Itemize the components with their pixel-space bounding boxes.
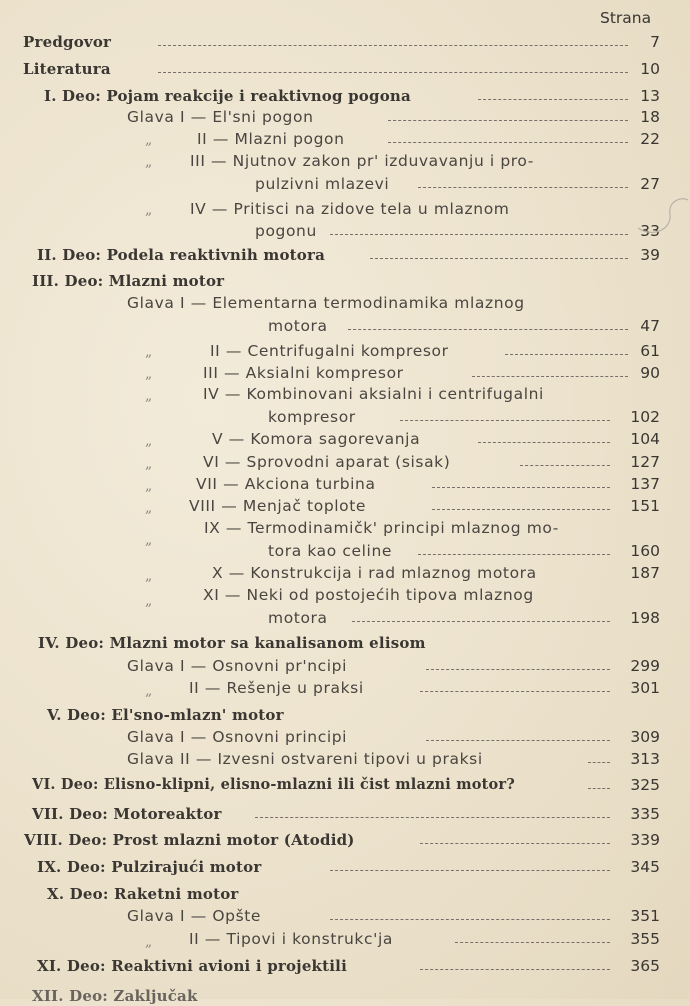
entry-page: 313 (630, 750, 660, 768)
leader-dots (588, 762, 610, 763)
entry-page: 61 (640, 342, 660, 360)
entry-label: kompresor (268, 408, 356, 426)
entry-label: X — Konstrukcija i rad mlaznog motora (212, 564, 537, 582)
leader-dots (426, 669, 610, 670)
leader-dots (330, 234, 628, 235)
entry-label: VIII — Menjač toplote (189, 497, 367, 515)
entry-label: III — Njutnov zakon pr' izduvavanju i pro- (190, 152, 534, 170)
entry-label: II — Tipovi i konstrukc'ja (189, 930, 393, 948)
entry-label: motora (268, 609, 328, 627)
entry-page: 10 (640, 60, 660, 78)
entry-page: 90 (640, 364, 660, 382)
entry-label: XI. Deo: Reaktivni avioni i projektili (37, 957, 347, 975)
entry-page: 7 (650, 33, 660, 51)
entry-label: tora kao celine (268, 542, 393, 560)
entry-label: XII. Deo: Zaključak (32, 987, 198, 1005)
leader-dots (418, 187, 628, 188)
leader-dots (420, 691, 610, 692)
entry-page: 325 (630, 776, 660, 794)
entry-page: 299 (630, 657, 660, 675)
entry-label: II — Rešenje u praksi (189, 679, 364, 697)
ditto-mark: „ (145, 132, 153, 148)
ditto-mark: „ (145, 683, 153, 699)
entry-label: III. Deo: Mlazni motor (32, 272, 225, 290)
ditto-mark: „ (145, 500, 153, 516)
entry-label: VII — Akciona turbina (196, 475, 376, 493)
entry-label: Glava II — Izvesni ostvareni tipovi u praksi (127, 750, 483, 768)
leader-dots (400, 420, 610, 421)
leader-dots (432, 487, 610, 488)
ditto-mark: „ (145, 388, 153, 404)
leader-dots (426, 740, 610, 741)
ditto-mark: „ (145, 202, 153, 218)
entry-label: pogonu (255, 222, 317, 240)
ditto-mark: „ (145, 433, 153, 449)
entry-label: V — Komora sagorevanja (212, 430, 421, 448)
entry-label: II — Centrifugalni kompresor (210, 342, 449, 360)
leader-dots (420, 843, 610, 844)
entry-label: VI — Sprovodni aparat (sisak) (203, 453, 451, 471)
entry-label: I. Deo: Pojam reakcije i reaktivnog pogona (44, 87, 411, 105)
ditto-mark: „ (145, 456, 153, 472)
leader-dots (158, 72, 628, 73)
leader-dots (432, 509, 610, 510)
entry-label: IV — Pritisci na zidove tela u mlaznom (190, 200, 510, 218)
entry-page: 301 (630, 679, 660, 697)
entry-label: motora (268, 317, 328, 335)
leader-dots (370, 258, 628, 259)
leader-dots (158, 45, 628, 46)
leader-dots (348, 329, 628, 330)
page-column-header: Strana (600, 9, 652, 27)
entry-label: IV — Kombinovani aksialni i centrifugalni (203, 385, 544, 403)
ditto-mark: „ (145, 154, 153, 170)
entry-page: 104 (630, 430, 660, 448)
entry-page: 33 (640, 222, 660, 240)
ditto-mark: „ (145, 344, 153, 360)
ditto-mark: „ (145, 593, 153, 609)
entry-page: 22 (640, 130, 660, 148)
leader-dots (472, 376, 628, 377)
leader-dots (330, 919, 610, 920)
ditto-mark: „ (145, 532, 153, 548)
leader-dots (330, 870, 610, 871)
entry-label: Predgovor (23, 33, 112, 51)
entry-label: VIII. Deo: Prost mlazni motor (Atodid) (24, 831, 355, 849)
entry-page: 127 (630, 453, 660, 471)
leader-dots (455, 942, 610, 943)
leader-dots (418, 554, 610, 555)
entry-label: IV. Deo: Mlazni motor sa kanalisanom elisom (38, 634, 426, 652)
leader-dots (388, 120, 628, 121)
entry-label: VII. Deo: Motoreaktor (32, 805, 222, 823)
leader-dots (352, 621, 610, 622)
entry-page: 335 (630, 805, 660, 823)
entry-page: 137 (630, 475, 660, 493)
entry-page: 198 (630, 609, 660, 627)
entry-page: 187 (630, 564, 660, 582)
leader-dots (420, 969, 610, 970)
entry-label: Glava I — El'sni pogon (127, 108, 314, 126)
entry-label: X. Deo: Raketni motor (47, 885, 239, 903)
entry-page: 351 (630, 907, 660, 925)
ditto-mark: „ (145, 366, 153, 382)
leader-dots (588, 788, 610, 789)
leader-dots (388, 142, 628, 143)
entry-label: Glava I — Elementarna termodinamika mlaznog (127, 294, 525, 312)
entry-page: 355 (630, 930, 660, 948)
entry-page: 309 (630, 728, 660, 746)
entry-page: 160 (630, 542, 660, 560)
entry-page: 18 (640, 108, 660, 126)
entry-page: 151 (630, 497, 660, 515)
leader-dots (255, 817, 610, 818)
entry-page: 102 (630, 408, 660, 426)
entry-page: 345 (630, 858, 660, 876)
entry-label: IX — Termodinamičk' principi mlaznog mo- (204, 519, 559, 537)
pencil-scribble-icon (632, 190, 690, 240)
ditto-mark: „ (145, 568, 153, 584)
entry-label: Glava I — Opšte (127, 907, 262, 925)
leader-dots (478, 442, 610, 443)
entry-page: 39 (640, 246, 660, 264)
entry-label: II. Deo: Podela reaktivnih motora (37, 246, 326, 264)
entry-page: 365 (630, 957, 660, 975)
leader-dots (478, 99, 628, 100)
entry-label: Literatura (23, 60, 111, 78)
leader-dots (520, 465, 610, 466)
ditto-mark: „ (145, 478, 153, 494)
entry-label: Glava I — Osnovni principi (127, 728, 348, 746)
ditto-mark: „ (145, 934, 153, 950)
entry-page: 27 (640, 175, 660, 193)
entry-label: XI — Neki od postojećih tipova mlaznog (203, 586, 534, 604)
entry-page: 13 (640, 87, 660, 105)
entry-label: III — Aksialni kompresor (203, 364, 404, 382)
entry-label: VI. Deo: Elisno-klipni, elisno-mlazni ili čist mlazni motor? (32, 776, 515, 793)
entry-page: 339 (630, 831, 660, 849)
entry-label: pulzivni mlazevi (255, 175, 390, 193)
entry-label: Glava I — Osnovni pr'ncipi (127, 657, 348, 675)
entry-page: 47 (640, 317, 660, 335)
entry-label: II — Mlazni pogon (197, 130, 345, 148)
leader-dots (505, 354, 628, 355)
entry-label: V. Deo: El'sno-mlazn' motor (47, 706, 284, 724)
entry-label: IX. Deo: Pulzirajući motor (37, 858, 262, 876)
